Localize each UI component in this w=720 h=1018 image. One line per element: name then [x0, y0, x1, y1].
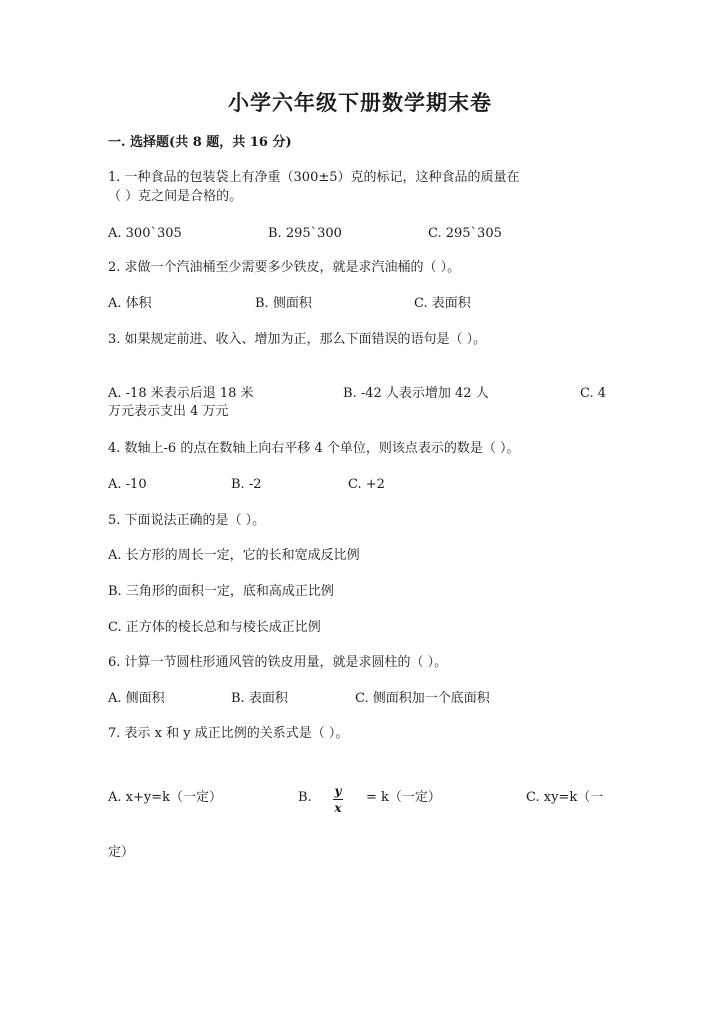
question-7-option-b-label: B. — [298, 790, 312, 805]
question-2-text: 2. 求做一个汽油桶至少需要多少铁皮，就是求汽油桶的（ ）。 — [108, 260, 461, 275]
question-6-text: 6. 计算一节圆柱形通风管的铁皮用量，就是求圆柱的（ ）。 — [108, 655, 448, 670]
question-3-option-c: C. 4 — [580, 386, 607, 401]
question-5-option-a: A. 长方形的周长一定，它的长和宽成反比例 — [108, 548, 360, 563]
question-5-text: 5. 下面说法正确的是（ ）。 — [108, 513, 266, 528]
fraction-denominator: x — [334, 801, 342, 815]
question-6-option-b: B. 表面积 — [231, 691, 288, 706]
question-1-text-line-1: 1. 一种食品的包装袋上有净重（300±5）克的标记，这种食品的质量在 — [108, 170, 520, 185]
question-4-option-c: C. +2 — [348, 477, 385, 492]
question-7-option-b-expression: = k（一定） — [366, 790, 441, 805]
question-7-option-c-continuation: 定） — [108, 845, 135, 860]
question-2-option-b: B. 侧面积 — [255, 296, 312, 311]
question-1-option-a: A. 300`305 — [108, 226, 182, 241]
question-5-option-c: C. 正方体的棱长总和与棱长成正比例 — [108, 620, 321, 635]
question-6-option-c: C. 侧面积加一个底面积 — [355, 691, 490, 706]
question-4-text: 4. 数轴上-6 的点在数轴上向右平移 4 个单位，则该点表示的数是（ ）。 — [108, 441, 520, 456]
question-1-text-line-2: （ ）克之间是合格的。 — [108, 189, 243, 204]
question-3-text: 3. 如果规定前进、收入、增加为正，那么下面错误的语句是（ ）。 — [108, 332, 487, 347]
question-3-option-c-continuation: 万元表示支出 4 万元 — [108, 404, 229, 419]
question-3-option-b: B. -42 人表示增加 42 人 — [343, 386, 489, 401]
question-4-option-a: A. -10 — [108, 477, 147, 492]
fraction-numerator: y — [334, 784, 342, 798]
question-1-option-b: B. 295`300 — [268, 226, 342, 241]
question-5-option-b: B. 三角形的面积一定，底和高成正比例 — [108, 584, 334, 599]
question-7-fraction — [333, 785, 343, 814]
fraction-bar — [333, 799, 343, 800]
question-3-option-a: A. -18 米表示后退 18 米 — [108, 386, 254, 401]
question-2-option-a: A. 体积 — [108, 296, 152, 311]
question-6-option-a: A. 侧面积 — [108, 691, 165, 706]
question-7-option-c: C. xy=k（一 — [526, 790, 604, 805]
section-heading: 一. 选择题(共 8 题，共 16 分) — [108, 135, 292, 150]
question-7-option-a: A. x+y=k（一定） — [108, 790, 222, 805]
question-4-option-b: B. -2 — [231, 477, 262, 492]
question-1-option-c: C. 295`305 — [428, 226, 502, 241]
question-2-option-c: C. 表面积 — [414, 296, 471, 311]
question-7-text: 7. 表示 x 和 y 成正比例的关系式是（ ）。 — [108, 726, 349, 741]
page-title: 小学六年级下册数学期末卷 — [228, 90, 492, 115]
